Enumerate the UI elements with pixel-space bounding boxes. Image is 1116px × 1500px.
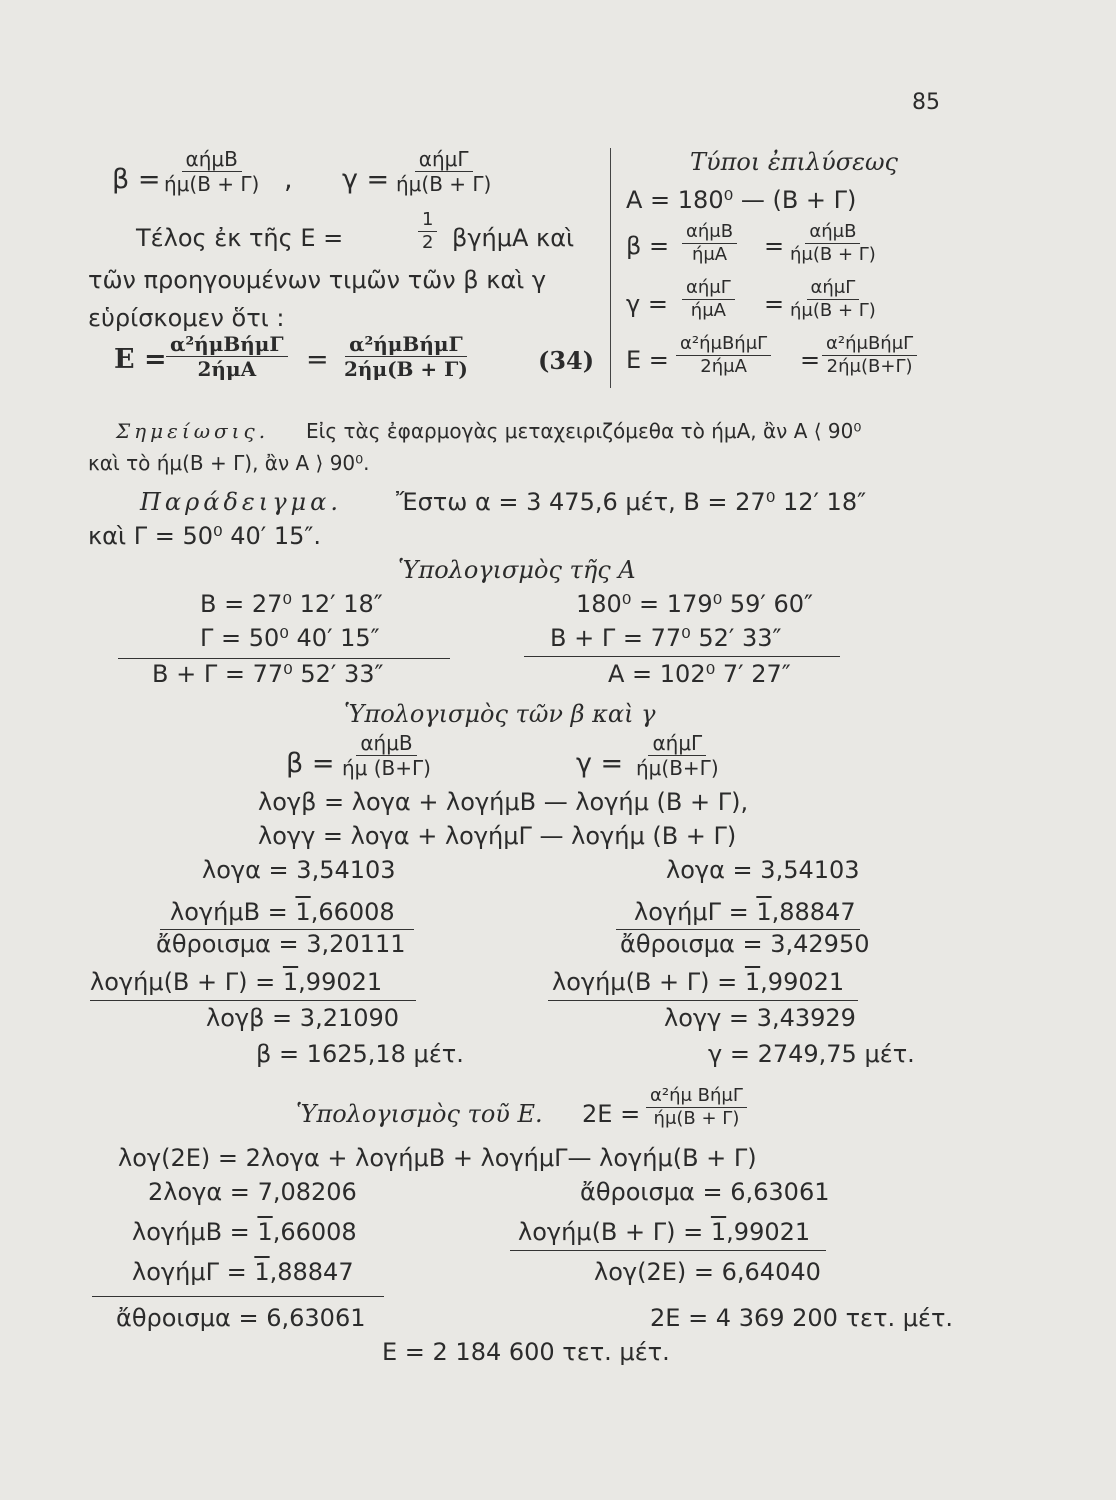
calc-bg-beta-lhs: β = [286, 748, 335, 779]
formula-e-denominator-1: 2ήμΑ [700, 355, 747, 377]
log-characteristic: 1 [282, 968, 299, 996]
calc-e-right-line-3 [594, 1258, 821, 1286]
log-label: λογήμΓ = [634, 898, 749, 926]
log-characteristic: 1 [295, 898, 311, 926]
sum-value: 3,20111 [306, 930, 406, 958]
calc-bg-gamma-numerator: αήμΓ [648, 732, 706, 756]
log-characteristic: 1 [257, 1218, 273, 1246]
formula-g-equals: = [764, 290, 785, 318]
intro-line-3: εὑρίσκομεν ὅτι : [88, 304, 285, 332]
gamma-fraction [392, 148, 495, 195]
log-value: 3,54103 [296, 856, 396, 884]
log-value: 6,64040 [721, 1258, 821, 1286]
formula34-fraction-2 [340, 333, 472, 380]
intro-line-2: τῶν προηγουμένων τιμῶν τῶν β καὶ γ [88, 266, 547, 294]
formula-a: Α = 180⁰ — (Β + Γ) [626, 186, 857, 214]
page-number: 85 [912, 90, 940, 115]
sum-label: ἄθροισμα = [156, 930, 299, 958]
calc-bg-gamma-fraction [632, 732, 723, 779]
log-value: 3,21090 [299, 1004, 400, 1032]
calc-bg-title: Ὑπολογισμὸς τῶν β καὶ γ [344, 700, 656, 728]
sum-value: 6,63061 [730, 1178, 830, 1206]
calc-a-left-line-1: Β = 27⁰ 12′ 18″ [200, 590, 383, 618]
calc-e-numerator: α²ήμ ΒήμΓ [646, 1086, 747, 1108]
sum-label: ἄθροισμα = [580, 1178, 723, 1206]
formula-g-fraction-1 [682, 278, 735, 321]
example-label: Παράδειγμα. [140, 488, 342, 516]
formulas-title: Τύποι ἐπιλύσεως [690, 148, 898, 176]
beta-numerator: αήμΒ [182, 148, 242, 172]
calc-e-log-line: λογ(2Ε) = 2λογα + λογήμΒ + λογήμΓ— λογήμ(Β + Γ) [118, 1144, 757, 1172]
formula-e-equals: = [800, 346, 821, 374]
formula-e-fraction-1 [676, 334, 771, 377]
formula-b-numerator-1: αήμΒ [682, 222, 737, 244]
calc-a-right-rule [524, 656, 840, 657]
column-divider [610, 148, 611, 388]
formula-e-numerator-1: α²ήμΒήμΓ [676, 334, 771, 356]
formula34-tag: (34) [538, 346, 595, 375]
calc-e-right-line-1 [580, 1178, 829, 1206]
log-mantissa: ,88847 [269, 1258, 354, 1286]
calc-e-left-line-1 [148, 1178, 357, 1206]
calc-bg-log-gamma: λογγ = λογα + λογήμΓ — λογήμ (Β + Γ) [258, 822, 737, 850]
calc-a-right-line-3: Α = 102⁰ 7′ 27″ [608, 660, 791, 688]
log-label: λογα = [202, 856, 289, 884]
log-mantissa: ,66008 [310, 898, 395, 926]
calc-bg-log-beta: λογβ = λογα + λογήμΒ — λογήμ (Β + Γ), [258, 788, 749, 816]
calc-bg-gamma-lhs: γ = [576, 748, 624, 779]
gamma-denominator: ήμ(Β + Γ) [396, 172, 492, 196]
formula34-equals: = [306, 344, 329, 375]
formula34-lhs: Ε = [114, 344, 167, 375]
calc-e-right-rule [510, 1250, 826, 1251]
log-mantissa: ,99021 [726, 1218, 811, 1246]
formula-g-fraction-2 [786, 278, 880, 321]
log-value: 3,43929 [756, 1004, 856, 1032]
calc-bg-right-line-1 [666, 856, 860, 884]
beta-denominator: ήμ(Β + Γ) [164, 172, 260, 196]
calc-e-right-line-2 [518, 1218, 810, 1246]
formula-b-numerator-2: αήμΒ [805, 222, 860, 244]
log-characteristic: 1 [756, 898, 772, 926]
log-characteristic: 1 [744, 968, 761, 996]
calc-e-left-line-2 [132, 1218, 357, 1246]
calc-bg-beta-fraction [338, 732, 435, 779]
intro-line-1a: Τέλος ἐκ τῆς Ε = [136, 224, 344, 252]
log-value: 7,08206 [257, 1178, 357, 1206]
formula34-numerator-2: α²ήμΒήμΓ [345, 333, 467, 357]
log-label: λογ(2Ε) = [594, 1258, 714, 1286]
formula-e-numerator-2: α²ήμΒήμΓ [822, 334, 917, 356]
half-fraction [418, 210, 437, 253]
calc-a-left-rule [118, 658, 450, 659]
log-characteristic: 1 [710, 1218, 727, 1246]
formula-b-lhs: β = [626, 232, 670, 260]
formula-b-fraction-1 [682, 222, 737, 265]
calc-bg-right-line-5 [664, 1004, 856, 1032]
sum-label: ἄθροισμα = [620, 930, 763, 958]
log-label: λογήμ(Β + Γ) = [552, 968, 738, 996]
log-label: λογήμΒ = [170, 898, 288, 926]
formula-g-denominator-1: ήμΑ [690, 299, 726, 321]
calc-bg-beta-numerator: αήμΒ [356, 732, 416, 756]
calc-e-lhs: 2Ε = [582, 1100, 641, 1128]
gamma-lhs: γ = [342, 164, 390, 195]
calc-a-left-line-3: Β + Γ = 77⁰ 52′ 33″ [152, 660, 384, 688]
calc-bg-left-line-4 [90, 968, 382, 996]
calc-e-final-result: Ε = 2 184 600 τετ. μέτ. [382, 1338, 670, 1366]
log-label: 2λογα = [148, 1178, 250, 1206]
calc-bg-right-rule-2 [548, 1000, 858, 1001]
formula-b-denominator-1: ήμΑ [691, 243, 728, 265]
log-mantissa: ,99021 [298, 968, 383, 996]
formula-e-denominator-2: 2ήμ(Β+Γ) [826, 355, 913, 377]
half-numerator: 1 [418, 210, 437, 232]
calc-bg-beta-result: β = 1625,18 μέτ. [256, 1040, 464, 1068]
calc-e-fraction [646, 1086, 747, 1129]
example-text-1: Ἔστω α = 3 475,6 μέτ, Β = 27⁰ 12′ 18″ [396, 488, 867, 516]
log-mantissa: ,66008 [272, 1218, 357, 1246]
calc-e-2e-result: 2Ε = 4 369 200 τετ. μέτ. [650, 1304, 954, 1332]
half-denominator: 2 [422, 231, 434, 253]
calc-bg-beta-denominator: ήμ (Β+Γ) [342, 756, 431, 780]
formula-g-numerator-2: αήμΓ [807, 278, 860, 300]
formula-b-denominator-2: ήμ(Β + Γ) [790, 243, 876, 265]
gamma-numerator: αήμΓ [415, 148, 473, 172]
calc-e-left-line-3 [132, 1258, 354, 1286]
calc-bg-left-line-3 [156, 930, 405, 958]
formula-g-lhs: γ = [626, 290, 668, 318]
remark-text-2: καὶ τὸ ήμ(Β + Γ), ἂν Α ⟩ 90⁰. [88, 451, 370, 475]
log-characteristic: 1 [254, 1258, 270, 1286]
intro-line-1b: βγήμΑ καὶ [452, 224, 575, 252]
calc-a-right-line-1: 180⁰ = 179⁰ 59′ 60″ [576, 590, 813, 618]
log-value: 3,54103 [760, 856, 860, 884]
log-label: λογήμ(Β + Γ) = [518, 1218, 704, 1246]
calc-bg-left-line-5 [206, 1004, 399, 1032]
sum-value: 6,63061 [266, 1304, 366, 1332]
formula34-denominator-1: 2ήμΑ [197, 357, 257, 381]
calc-e-denominator: ήμ(Β + Γ) [653, 1107, 740, 1129]
log-mantissa: ,88847 [771, 898, 856, 926]
beta-fraction [160, 148, 263, 195]
example-text-2: καὶ Γ = 50⁰ 40′ 15″. [88, 522, 321, 550]
calc-bg-left-rule-2 [90, 1000, 416, 1001]
calc-e-title: Ὑπολογισμὸς τοῦ Ε. [296, 1100, 543, 1128]
remark-text-1: Εἰς τὰς ἐφαρμογὰς μεταχειριζόμεθα τὸ ήμΑ, ἂν Α ⟨ 90⁰ [306, 419, 862, 443]
calc-e-left-rule [92, 1296, 384, 1297]
log-label: λογήμΒ = [132, 1218, 250, 1246]
sum-label: ἄθροισμα = [116, 1304, 259, 1332]
log-label: λογγ = [664, 1004, 750, 1032]
calc-bg-right-line-4 [552, 968, 844, 996]
calc-a-title: Ὑπολογισμὸς τῆς Α [398, 556, 636, 584]
log-label: λογα = [666, 856, 753, 884]
log-mantissa: ,99021 [760, 968, 845, 996]
sum-value: 3,42950 [770, 930, 870, 958]
beta-lhs: β = [112, 164, 161, 195]
log-label: λογήμ(Β + Γ) = [90, 968, 276, 996]
calc-bg-left-line-2 [170, 898, 395, 926]
calc-bg-left-line-1 [202, 856, 396, 884]
formula-e-fraction-2 [822, 334, 917, 377]
calc-bg-right-line-3 [620, 930, 869, 958]
beta-comma: , [284, 164, 293, 195]
formula34-numerator-1: α²ήμΒήμΓ [166, 333, 288, 357]
log-label: λογβ = [206, 1004, 293, 1032]
log-label: λογήμΓ = [132, 1258, 247, 1286]
formula-g-numerator-1: αήμΓ [682, 278, 735, 300]
calc-bg-right-line-2 [634, 898, 856, 926]
formula-g-denominator-2: ήμ(Β + Γ) [790, 299, 876, 321]
calc-a-left-line-2: Γ = 50⁰ 40′ 15″ [200, 624, 380, 652]
calc-bg-gamma-result: γ = 2749,75 μέτ. [708, 1040, 915, 1068]
calc-a-right-line-2: Β + Γ = 77⁰ 52′ 33″ [550, 624, 782, 652]
formula-b-equals: = [764, 232, 785, 260]
calc-bg-gamma-denominator: ήμ(Β+Γ) [636, 756, 719, 780]
formula-b-fraction-2 [786, 222, 880, 265]
formula-e-lhs: Ε = [626, 346, 669, 374]
formula34-denominator-2: 2ήμ(Β + Γ) [344, 357, 468, 381]
formula34-fraction-1 [166, 333, 288, 380]
remark-label: Σημείωσις. [116, 419, 270, 443]
calc-e-left-line-4 [116, 1304, 365, 1332]
